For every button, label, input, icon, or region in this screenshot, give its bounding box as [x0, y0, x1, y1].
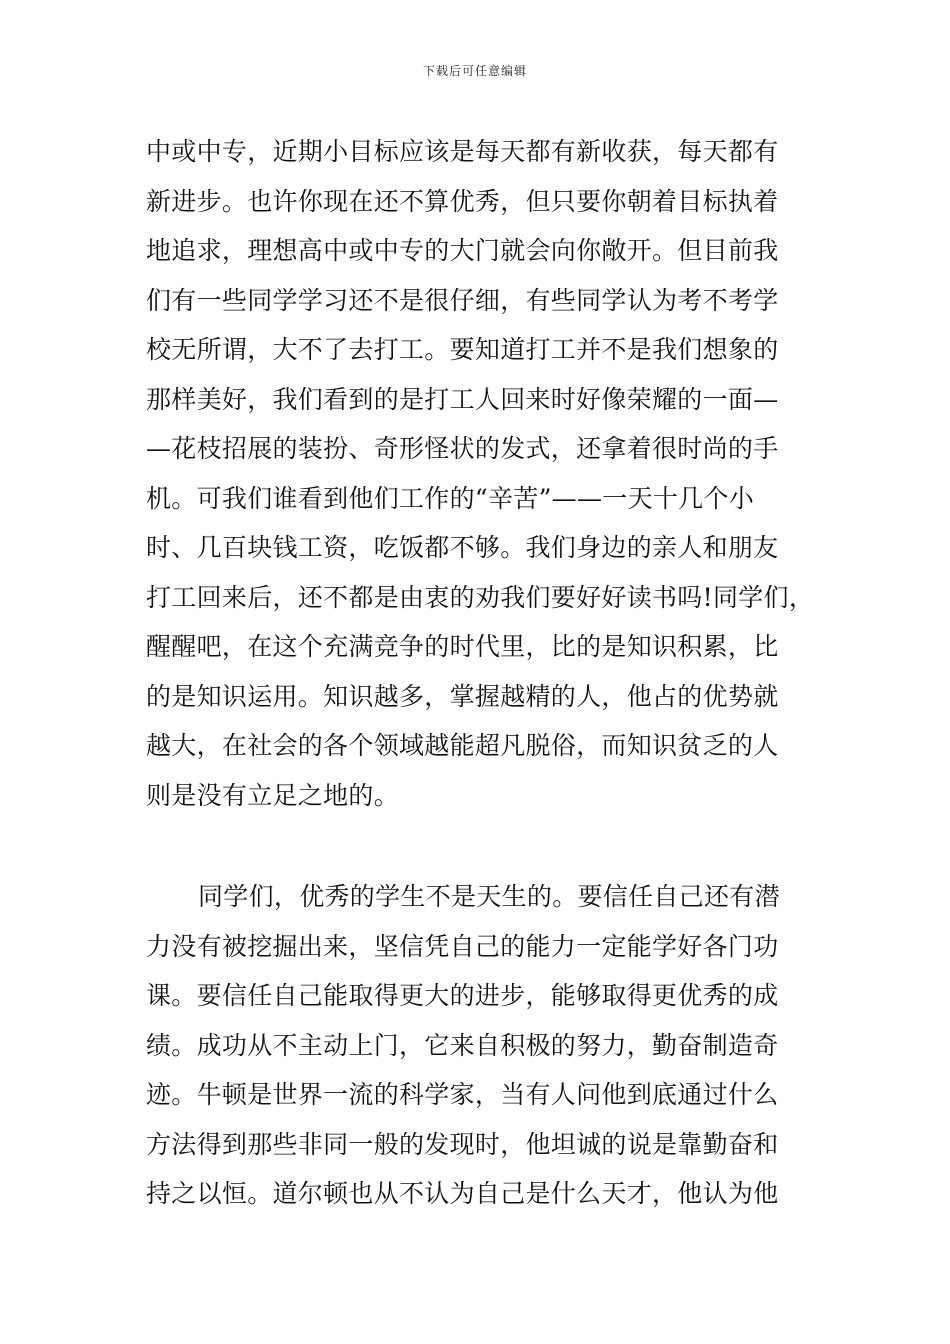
paragraph-2 [146, 872, 816, 1219]
text-line: 越大，在社会的各个领域越能超凡脱俗，而知识贫乏的人 [146, 731, 779, 760]
text-line: 校无所谓，大不了去打工。要知道打工并不是我们想象的 [146, 335, 779, 364]
text-line: 们有一些同学学习还不是很仔细，有些同学认为考不考学 [146, 285, 779, 315]
text-line: 迹。牛顿是世界一流的科学家，当有人问他到底通过什么 [146, 1080, 779, 1109]
text-line: 则是没有立足之地的。 [146, 780, 400, 810]
text-line: 的是知识运用。知识越多，掌握越精的人，他占的优势就 [146, 681, 779, 711]
text-line: 机。可我们谁看到他们工作的“辛苦”——一天十几个小 [146, 483, 755, 513]
text-line: 同学们，优秀的学生不是天生的。要信任自己还有潜 [198, 882, 780, 911]
text-line: 课。要信任自己能取得更大的进步，能够取得更优秀的成 [146, 981, 779, 1010]
text-line: 醒醒吧，在这个充满竞争的时代里，比的是知识积累，比 [146, 632, 779, 661]
text-line: 方法得到那些非同一般的发现时，他坦诚的说是靠勤奋和 [146, 1129, 779, 1159]
text-line: 新进步。也许你现在还不算优秀，但只要你朝着目标执着 [146, 186, 779, 216]
paragraph-1 [146, 127, 816, 820]
page-header: 下载后可任意编辑 [422, 64, 527, 78]
text-line: 持之以恒。道尔顿也从不认为自己是什么天才，他认为他 [146, 1179, 779, 1208]
text-line: 地追求，理想高中或中专的大门就会向你敞开。但目前我 [146, 236, 779, 265]
text-line: 中或中专，近期小目标应该是每天都有新收获，每天都有 [146, 137, 779, 166]
text-line: 那样美好，我们看到的是打工人回来时好像荣耀的一面— [146, 384, 779, 414]
text-line: 力没有被挖掘出来，坚信凭自己的能力一定能学好各门功 [146, 931, 779, 961]
text-line: 打工回来后，还不都是由衷的劝我们要好好读书吗!同学们， [146, 582, 815, 612]
text-line: 绩。成功从不主动上门，它来自积极的努力，勤奋制造奇 [146, 1030, 779, 1060]
text-line: 时、几百块钱工资，吃饭都不够。我们身边的亲人和朋友 [146, 533, 779, 562]
text-line: —花枝招展的装扮、奇形怪状的发式，还拿着很时尚的手 [146, 434, 779, 463]
